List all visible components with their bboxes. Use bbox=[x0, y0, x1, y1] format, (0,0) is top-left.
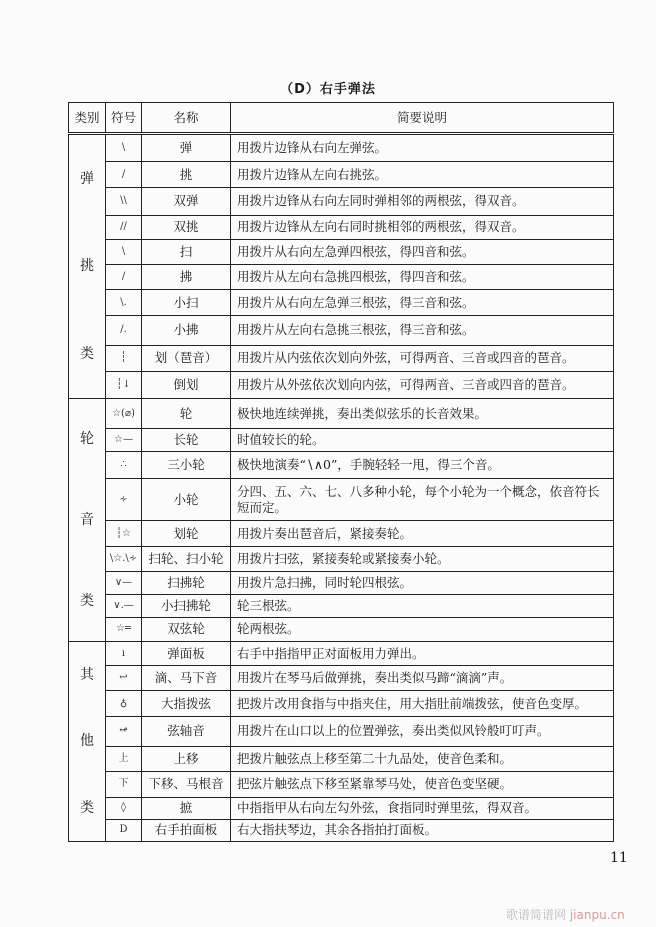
description-cell: 用拨片从外弦依次划向内弦，可得两音、三音或四音的琶音。 bbox=[231, 371, 614, 398]
description-cell: 用拨片边锋从左向右同时挑相邻的两根弦，得双音。 bbox=[231, 215, 614, 239]
description-cell: 用拨片从左向右急挑四根弦，得四音和弦。 bbox=[231, 264, 614, 289]
table-row bbox=[69, 819, 614, 841]
table-row bbox=[69, 399, 614, 429]
symbol-cell: \ bbox=[106, 134, 142, 162]
table-row bbox=[69, 717, 614, 746]
name-cell: 拂 bbox=[142, 264, 231, 289]
symbol-cell: 上 bbox=[106, 746, 142, 771]
description-cell: 右手中指指甲正对面板用力弹出。 bbox=[231, 642, 614, 666]
table-row bbox=[69, 479, 614, 521]
symbol-cell: ☆(⌀) bbox=[106, 399, 142, 429]
symbol-cell: ∴ bbox=[106, 452, 142, 479]
name-cell: 滴、马下音 bbox=[142, 666, 231, 691]
category-char: 类 bbox=[80, 799, 94, 816]
name-cell: 扫 bbox=[142, 239, 231, 264]
description-cell: 用拨片在琴马后做弹挑，奏出类似马蹄“滴滴”声。 bbox=[231, 666, 614, 691]
symbol-cell: \\ bbox=[106, 188, 142, 215]
table-row bbox=[69, 521, 614, 546]
name-cell: 扫轮、扫小轮 bbox=[142, 546, 231, 571]
description-cell: 用拨片从右向左急弹三根弦，得三音和弦。 bbox=[231, 290, 614, 316]
header-description: 简要说明 bbox=[231, 103, 614, 134]
category-char: 轮 bbox=[80, 431, 94, 448]
symbol-cell: D bbox=[106, 819, 142, 841]
table-row bbox=[69, 691, 614, 717]
table-row bbox=[69, 215, 614, 239]
name-cell: 扫拂轮 bbox=[142, 571, 231, 594]
symbol-cell: ↩ bbox=[106, 666, 142, 691]
name-cell: 弦轴音 bbox=[142, 717, 231, 746]
name-cell: 弹 bbox=[142, 134, 231, 162]
symbol-cell: ∻ bbox=[106, 479, 142, 521]
page-number: 11 bbox=[610, 850, 628, 866]
category-char: 类 bbox=[80, 592, 94, 609]
symbol-cell: ı bbox=[106, 642, 142, 666]
description-cell: 轮三根弦。 bbox=[231, 594, 614, 617]
symbol-cell: ♁ bbox=[106, 691, 142, 717]
name-cell: 长轮 bbox=[142, 429, 231, 452]
table-row bbox=[69, 290, 614, 316]
category-char: 类 bbox=[80, 346, 94, 363]
symbol-cell: \ bbox=[106, 239, 142, 264]
category-char: 他 bbox=[80, 733, 94, 750]
symbol-cell: ┆↓ bbox=[106, 371, 142, 398]
name-cell: 弹面板 bbox=[142, 642, 231, 666]
name-cell: 划轮 bbox=[142, 521, 231, 546]
name-cell: 小扫拂轮 bbox=[142, 594, 231, 617]
header-category: 类别 bbox=[69, 103, 106, 134]
table-row bbox=[69, 162, 614, 188]
table-row bbox=[69, 239, 614, 264]
description-cell: 用拨片从右向左急弹四根弦，得四音和弦。 bbox=[231, 239, 614, 264]
symbol-cell: ↫ bbox=[106, 717, 142, 746]
name-cell: 小轮 bbox=[142, 479, 231, 521]
name-cell: 轮 bbox=[142, 399, 231, 429]
watermark: 歌谱简谱网 jianpu.cn bbox=[506, 908, 625, 922]
name-cell: 小拂 bbox=[142, 316, 231, 345]
header-symbol: 符号 bbox=[106, 103, 142, 134]
table-row bbox=[69, 746, 614, 771]
name-cell: 挑 bbox=[142, 162, 231, 188]
symbol-cell: // bbox=[106, 215, 142, 239]
symbol-cell: ∨.— bbox=[106, 594, 142, 617]
table-row bbox=[69, 797, 614, 819]
symbol-cell: / bbox=[106, 162, 142, 188]
description-cell: 时值较长的轮。 bbox=[231, 429, 614, 452]
name-cell: 右手拍面板 bbox=[142, 819, 231, 841]
description-cell: 把弦片触弦点下移至紧靠琴马处，使音色变坚硬。 bbox=[231, 771, 614, 797]
name-cell: 双挑 bbox=[142, 215, 231, 239]
category-char: 挑 bbox=[80, 258, 94, 275]
category-char: 弹 bbox=[80, 170, 94, 187]
symbol-cell: ◊ bbox=[106, 797, 142, 819]
description-cell: 用拨片边锋从右向左弹弦。 bbox=[231, 134, 614, 162]
symbol-cell: \. bbox=[106, 290, 142, 316]
description-cell: 用拨片边锋从右向左同时弹相邻的两根弦，得双音。 bbox=[231, 188, 614, 215]
description-cell: 用拨片从左向右急挑三根弦，得三音和弦。 bbox=[231, 316, 614, 345]
category-char: 音 bbox=[80, 511, 94, 528]
description-cell: 用拨片边锋从左向右挑弦。 bbox=[231, 162, 614, 188]
table-row bbox=[69, 642, 614, 666]
symbol-cell: 下 bbox=[106, 771, 142, 797]
category-char: 其 bbox=[80, 667, 94, 684]
symbol-cell: ┆☆ bbox=[106, 521, 142, 546]
category-cell bbox=[69, 134, 106, 399]
description-cell: 轮两根弦。 bbox=[231, 617, 614, 641]
category-cell bbox=[69, 399, 106, 642]
symbol-cell: ☆— bbox=[106, 429, 142, 452]
name-cell: 摭 bbox=[142, 797, 231, 819]
symbol-cell: ┆ bbox=[106, 345, 142, 371]
name-cell: 上移 bbox=[142, 746, 231, 771]
name-cell: 小扫 bbox=[142, 290, 231, 316]
table-row bbox=[69, 429, 614, 452]
symbol-cell: ∨— bbox=[106, 571, 142, 594]
symbol-cell: ☆═ bbox=[106, 617, 142, 641]
description-cell: 用拨片从内弦依次划向外弦，可得两音、三音或四音的琶音。 bbox=[231, 345, 614, 371]
table-title: （D）右手弹法 bbox=[280, 82, 376, 97]
table-row bbox=[69, 666, 614, 691]
name-cell: 三小轮 bbox=[142, 452, 231, 479]
description-cell: 把拨片触弦点上移至第二十九品处，使音色柔和。 bbox=[231, 746, 614, 771]
description-cell: 极快地演奏“∖∧0”，手腕轻轻一甩，得三个音。 bbox=[231, 452, 614, 479]
table-row bbox=[69, 617, 614, 641]
table-row bbox=[69, 188, 614, 215]
name-cell: 大指拨弦 bbox=[142, 691, 231, 717]
description-cell: 分四、五、六、七、八多种小轮，每个小轮为一个概念，依音符长短而定。 bbox=[231, 479, 614, 521]
table-row bbox=[69, 546, 614, 571]
symbol-cell: / bbox=[106, 264, 142, 289]
table-row bbox=[69, 134, 614, 162]
symbol-cell: /. bbox=[106, 316, 142, 345]
description-cell: 极快地连续弹挑，奏出类似弦乐的长音效果。 bbox=[231, 399, 614, 429]
table-row bbox=[69, 264, 614, 289]
description-cell: 把拨片改用食指与中指夹住，用大指肚前端拨弦，使音色变厚。 bbox=[231, 691, 614, 717]
category-cell bbox=[69, 642, 106, 842]
table-row bbox=[69, 345, 614, 371]
name-cell: 倒划 bbox=[142, 371, 231, 398]
description-cell: 用拨片奏出琶音后，紧接奏轮。 bbox=[231, 521, 614, 546]
table-row bbox=[69, 571, 614, 594]
name-cell: 下移、马根音 bbox=[142, 771, 231, 797]
table-row bbox=[69, 452, 614, 479]
description-cell: 用拨片急扫拂，同时轮四根弦。 bbox=[231, 571, 614, 594]
table-row bbox=[69, 371, 614, 398]
name-cell: 划（琶音） bbox=[142, 345, 231, 371]
description-cell: 右大指扶琴边，其余各指拍打面板。 bbox=[231, 819, 614, 841]
table-row bbox=[69, 594, 614, 617]
name-cell: 双弹 bbox=[142, 188, 231, 215]
description-cell: 用拨片扫弦，紧接奏轮或紧接奏小轮。 bbox=[231, 546, 614, 571]
right-hand-technique-table bbox=[68, 102, 614, 842]
description-cell: 用拨片在山口以上的位置弹弦，奏出类似风铃般叮叮声。 bbox=[231, 717, 614, 746]
table-row bbox=[69, 771, 614, 797]
name-cell: 双弦轮 bbox=[142, 617, 231, 641]
description-cell: 中指指甲从右向左勾外弦，食指同时弹里弦，得双音。 bbox=[231, 797, 614, 819]
header-name: 名称 bbox=[142, 103, 231, 134]
table-row bbox=[69, 316, 614, 345]
header-row bbox=[69, 103, 614, 134]
symbol-cell: \☆.\∻ bbox=[106, 546, 142, 571]
